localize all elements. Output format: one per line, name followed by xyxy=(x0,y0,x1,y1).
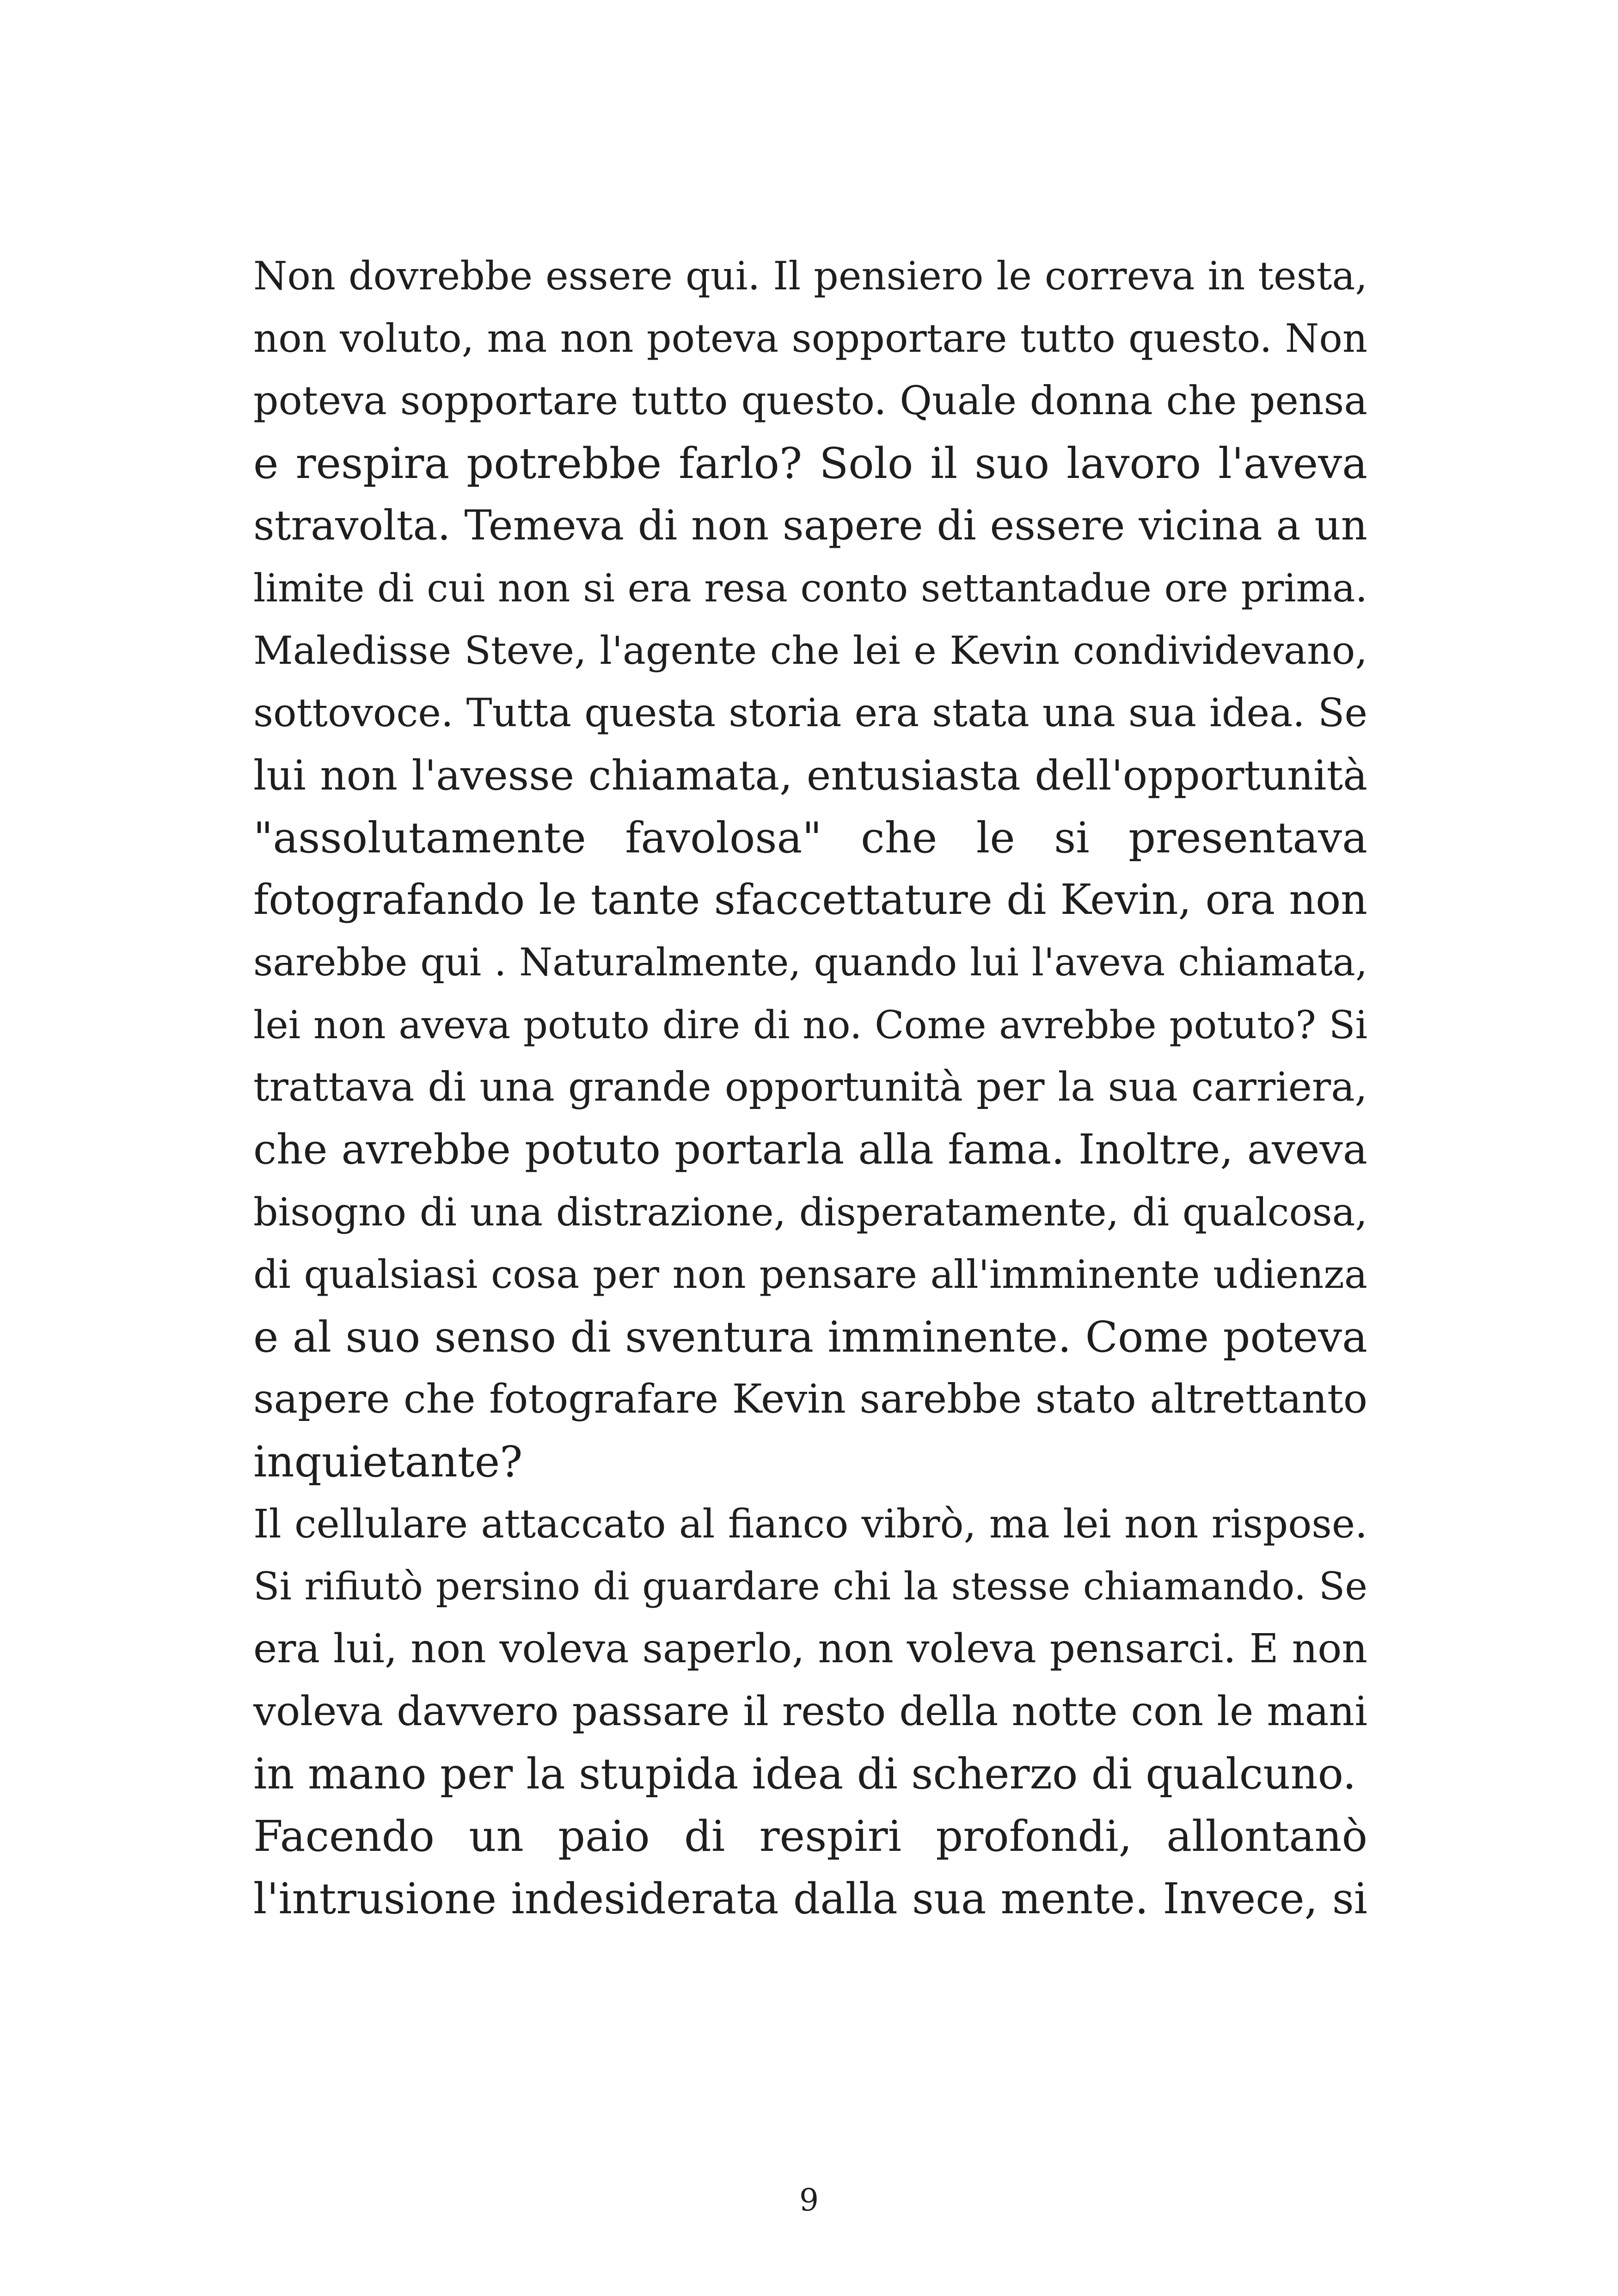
text-line: Il cellulare attaccato al fianco vibrò, ma lei non rispose. xyxy=(253,1501,1367,1547)
text-line: bisogno di una distrazione, disperatamente, di qualcosa, xyxy=(253,1189,1367,1235)
text-line: in mano per la stupida idea di scherzo di qualcuno. xyxy=(253,1749,1356,1799)
page-number: 9 xyxy=(799,2182,819,2218)
text-line: trattava di una grande opportunità per la sua carriera, xyxy=(253,1064,1367,1110)
text-line: sottovoce. Tutta questa storia era stata una sua idea. Se xyxy=(253,690,1367,735)
text-line: Facendo un paio di respiri profondi, allontanò xyxy=(253,1812,1367,1861)
body-text xyxy=(253,245,1367,1930)
text-line: l'intrusione indesiderata dalla sua mente. Invece, si xyxy=(253,1874,1367,1923)
text-line: non voluto, ma non poteva sopportare tutto questo. Non xyxy=(253,316,1367,361)
text-line: lui non l'avesse chiamata, entusiasta dell'opportunità xyxy=(253,752,1367,799)
text-line: Maledisse Steve, l'agente che lei e Kevin condividevano, xyxy=(253,628,1367,673)
text-line: e al suo senso di sventura imminente. Come poteva xyxy=(253,1312,1367,1362)
text-line: stravolta. Temeva di non sapere di essere vicina a un xyxy=(253,502,1367,550)
text-line: lei non aveva potuto dire di no. Come avrebbe potuto? Si xyxy=(253,1003,1367,1047)
text-line: limite di cui non si era resa conto settantadue ore prima. xyxy=(253,566,1367,611)
text-line: Si rifiutò persino di guardare chi la stesse chiamando. Se xyxy=(253,1564,1367,1609)
text-line: fotografando le tante sfaccettature di Kevin, ora non xyxy=(253,876,1367,924)
text-line: di qualsiasi cosa per non pensare all'imminente udienza xyxy=(253,1252,1367,1297)
text-line: inquietante? xyxy=(253,1437,523,1487)
text-line: poteva sopportare tutto questo. Quale donna che pensa xyxy=(253,378,1367,424)
text-line: voleva davvero passare il resto della notte con le mani xyxy=(253,1688,1367,1735)
text-line: era lui, non voleva saperlo, non voleva pensarci. E non xyxy=(253,1626,1367,1672)
text-line: che avrebbe potuto portarla alla fama. Inoltre, aveva xyxy=(253,1126,1367,1174)
text-line: sapere che fotografare Kevin sarebbe stato altrettanto xyxy=(253,1376,1367,1422)
text-line: sarebbe qui . Naturalmente, quando lui l'aveva chiamata, xyxy=(253,941,1367,985)
text-line: e respira potrebbe farlo? Solo il suo lavoro l'aveva xyxy=(253,439,1367,488)
text-line: Non dovrebbe essere qui. Il pensiero le correva in testa, xyxy=(253,253,1367,299)
text-line: "assolutamente favolosa" che le si presentava xyxy=(253,813,1367,863)
